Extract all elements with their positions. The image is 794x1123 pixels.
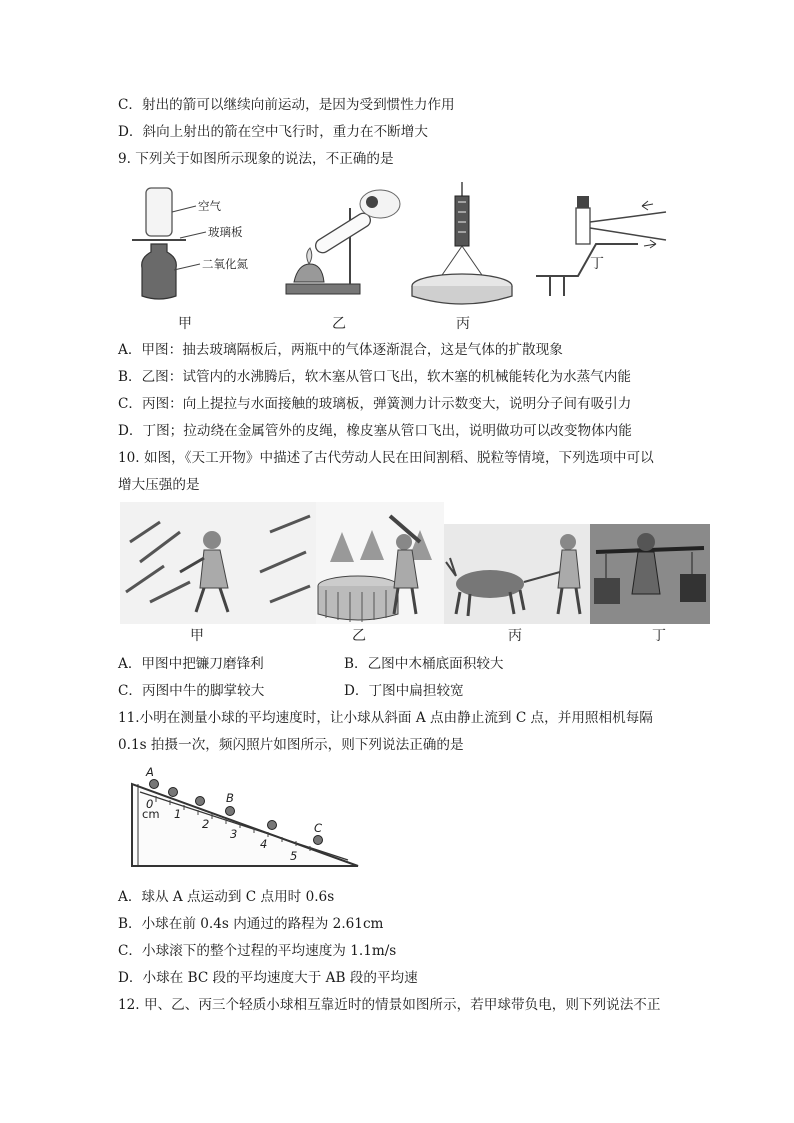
- tick-label-0: 0: [146, 797, 154, 811]
- q11-option-b: B．小球在前 0.4s 内通过的路程为 2.61cm: [118, 916, 384, 932]
- q9-diagram-ding: [536, 196, 666, 296]
- q9-option-d: D．丁图；拉动绕在金属管外的皮绳，橡皮塞从管口飞出，说明做功可以改变物体内能: [118, 423, 632, 439]
- q9-option-b: B．乙图：试管内的水沸腾后，软木塞从管口飞出，软木塞的机械能转化为水蒸气内能: [118, 369, 631, 385]
- q10-figure: [120, 502, 720, 647]
- caption-yi: 乙: [332, 316, 346, 332]
- tick-label-3: 3: [230, 827, 238, 841]
- label-glass-plate: 玻璃板: [208, 225, 243, 239]
- q9-option-a: A．甲图：抽去玻璃隔板后，两瓶中的气体逐渐混合，这是气体的扩散现象: [118, 342, 563, 358]
- q9-diagram-yi: [286, 190, 400, 332]
- q10-option-c: C．丙图中牛的脚掌较大: [118, 683, 265, 699]
- tick-label-5: 5: [290, 849, 298, 863]
- q9-stem: 9. 下列关于如图所示现象的说法，不正确的是: [118, 151, 394, 167]
- caption-ding: 丁: [652, 628, 666, 644]
- q11-stem-line1: 11.小明在测量小球的平均速度时，让小球从斜面 A 点由静止流到 C 点，并用照相机每隔: [118, 710, 653, 726]
- q12-stem: 12. 甲、乙、丙三个轻质小球相互靠近时的情景如图所示，若甲球带负电，则下列说法不正: [118, 997, 661, 1013]
- q9-diagram-bing: [412, 182, 512, 332]
- q11-stem-line2: 0.1s 拍摄一次，频闪照片如图所示，则下列说法正确的是: [118, 737, 464, 753]
- q11-option-c: C．小球滚下的整个过程的平均速度为 1.1m/s: [118, 943, 397, 959]
- q10-stem-line1: 10. 如图，《天工开物》中描述了古代劳动人民在田间割稻、脱粒等情境，下列选项中可以: [118, 450, 654, 466]
- q10-panel-bing: [444, 524, 590, 644]
- q9-option-c: C．丙图：向上提拉与水面接触的玻璃板，弹簧测力计示数变大，说明分子间有吸引力: [118, 396, 632, 412]
- caption-yi: 乙: [352, 628, 366, 644]
- q10-option-d: D．丁图中扁担较宽: [344, 683, 464, 699]
- label-no2: 二氧化氮: [202, 257, 248, 271]
- caption-ding: 丁: [590, 256, 604, 272]
- q8-option-c: C．射出的箭可以继续向前运动，是因为受到惯性力作用: [118, 97, 455, 113]
- point-c-label: C: [314, 821, 323, 835]
- unit-label: cm: [142, 807, 160, 821]
- q10-stem-line2: 增大压强的是: [118, 477, 200, 493]
- q10-panel-yi: [316, 502, 444, 644]
- q10-option-a: A．甲图中把镰刀磨锋利: [118, 656, 264, 672]
- caption-jia: 甲: [178, 316, 192, 332]
- tick-label-4: 4: [260, 837, 268, 851]
- q11-incline-figure: [118, 762, 368, 874]
- q9-diagram-jia: [132, 188, 248, 332]
- q11-option-a: A．球从 A 点运动到 C 点用时 0.6s: [118, 889, 335, 905]
- q8-option-d: D．斜向上射出的箭在空中飞行时，重力在不断增大: [118, 124, 428, 140]
- point-b-label: B: [226, 791, 234, 805]
- q9-figure: [118, 178, 688, 336]
- caption-jia: 甲: [190, 628, 204, 644]
- q11-option-d: D．小球在 BC 段的平均速度大于 AB 段的平均速: [118, 970, 418, 986]
- tick-label-1: 1: [174, 807, 182, 821]
- caption-bing: 丙: [456, 316, 470, 332]
- q10-panel-ding: [590, 524, 710, 644]
- tick-label-2: 2: [202, 817, 210, 831]
- caption-bing: 丙: [508, 628, 522, 644]
- q10-option-b: B．乙图中木桶底面积较大: [344, 656, 504, 672]
- label-air: 空气: [198, 199, 221, 213]
- q10-panel-jia: [120, 502, 316, 644]
- point-a-label: A: [146, 765, 154, 779]
